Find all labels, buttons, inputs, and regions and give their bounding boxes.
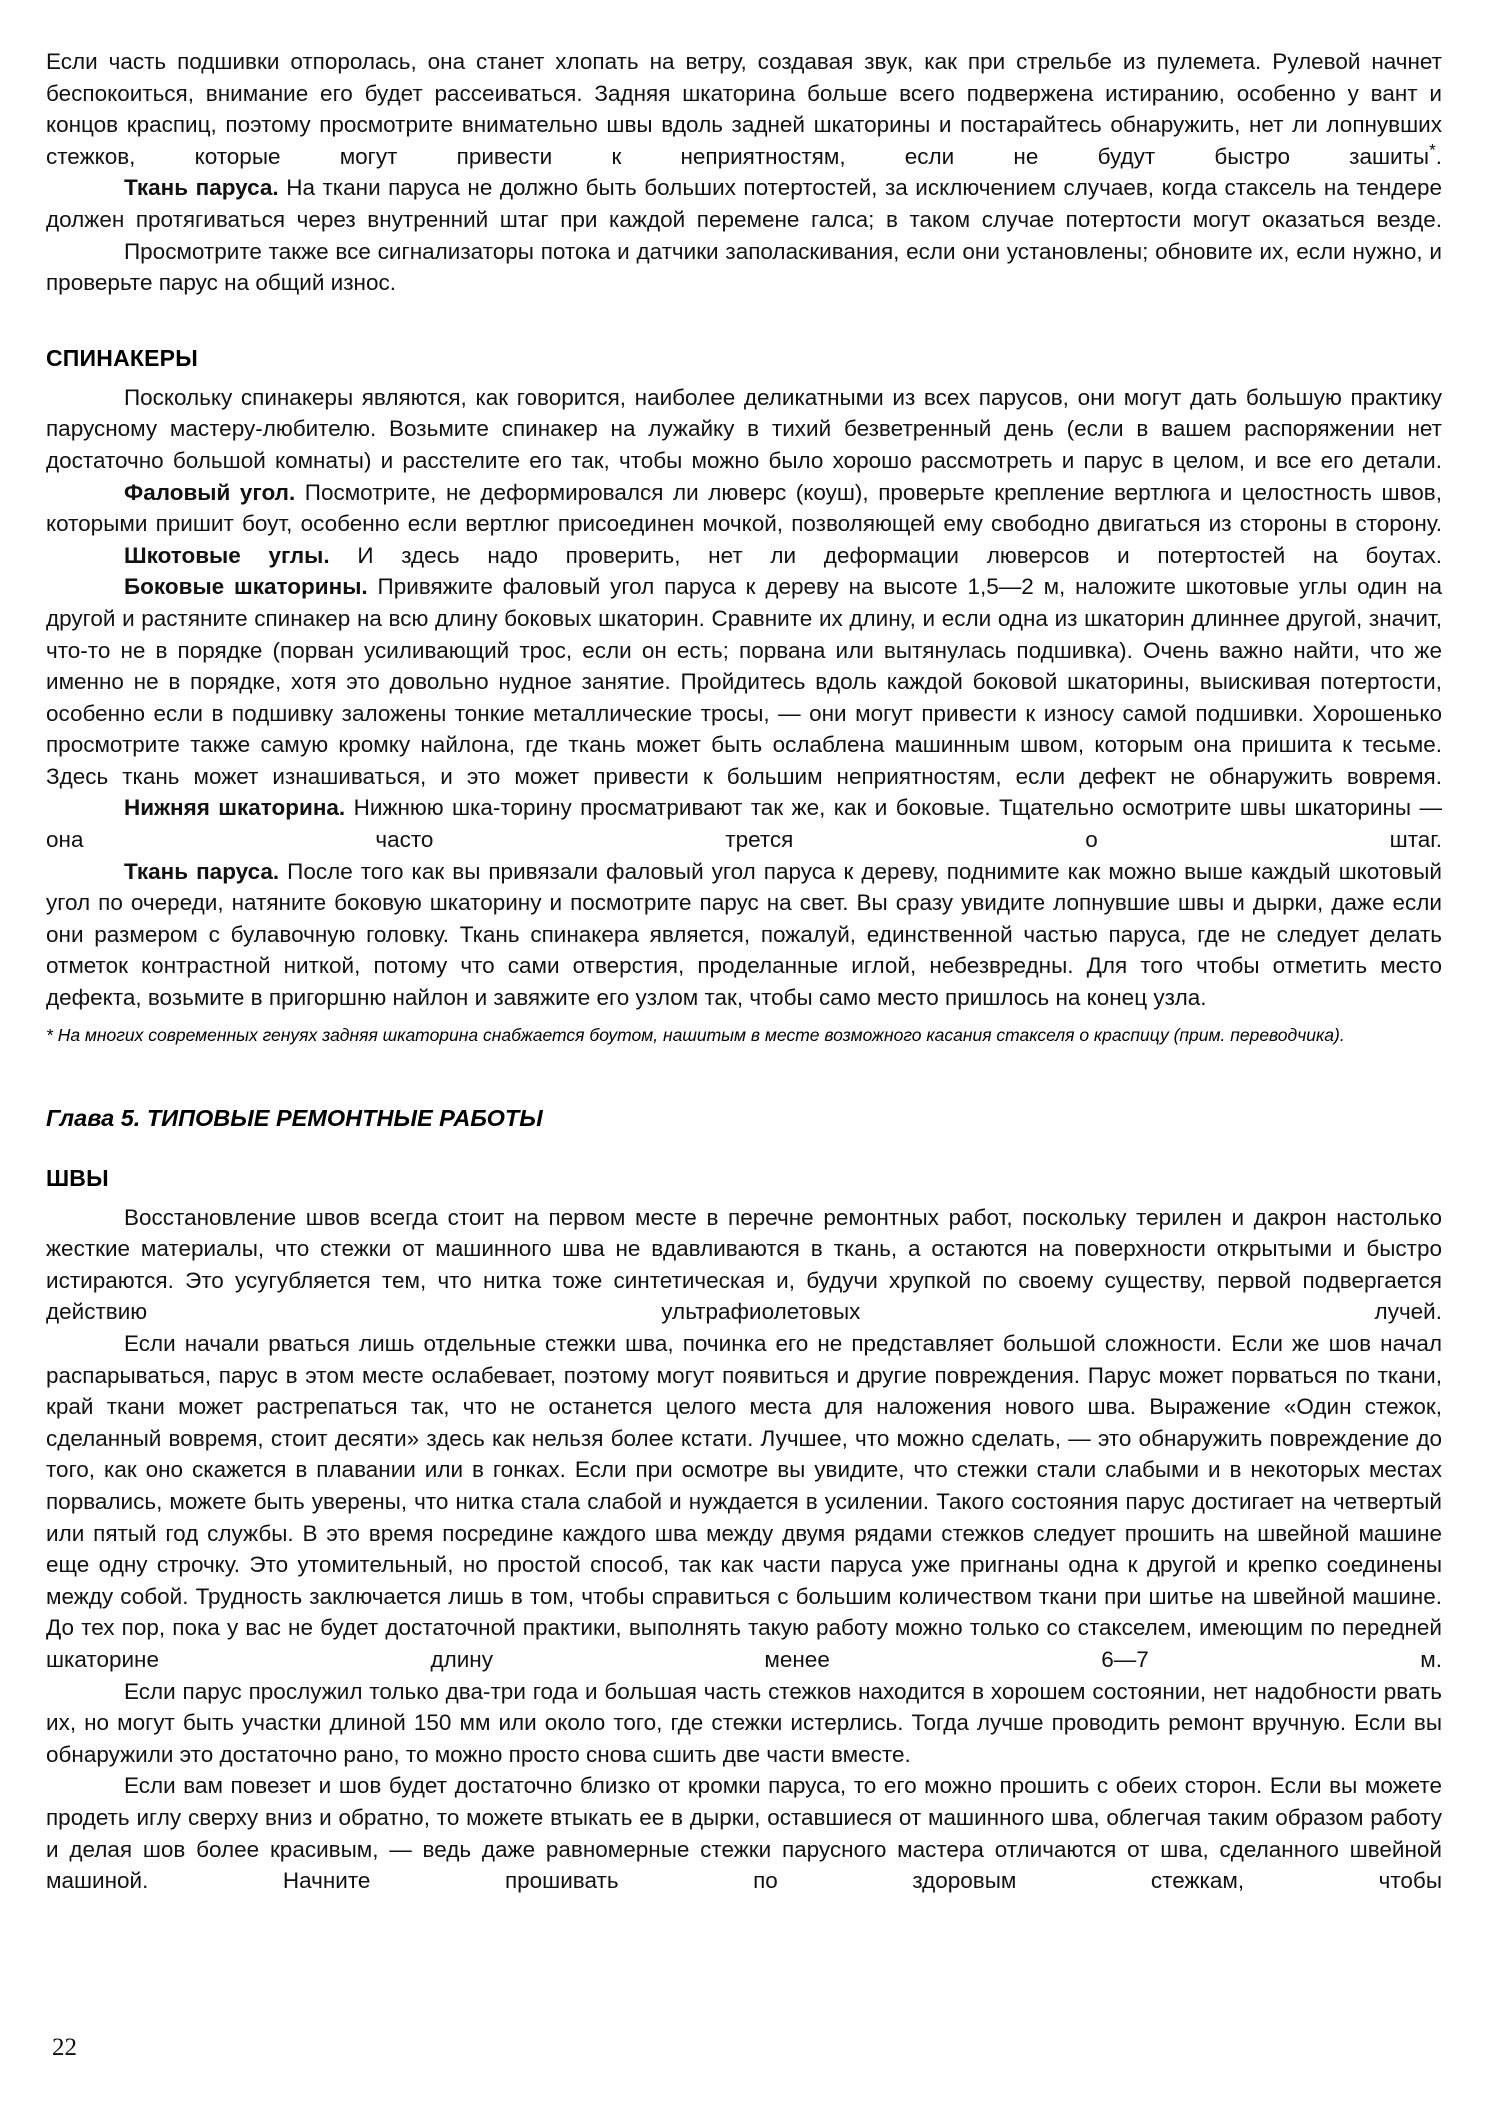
footnote-text: На многих современных генуях задняя шкаторина снабжается боутом, нашитым в месте возможного касания стакселя о краспицу (прим. переводчика). (57, 1024, 1345, 1045)
paragraph-flow-indicators (46, 236, 1442, 299)
paragraph-seams-1-text: Восстановление швов всегда стоит на первом месте в перечне ремонтных работ, поскольку терилен и дакрон настолько жесткие материалы, что стежки от машинного шва не вдавливаются в ткань, а остаются на поверхности открытыми и быстро истираются. Это усугубляется тем, что нитка тоже синтетическая и, будучи хрупкой по своему существу, первой подвергается действию ультрафиолетовых лучей. (46, 1204, 1442, 1325)
heading-chapter-5: Глава 5. ТИПОВЫЕ РЕМОНТНЫЕ РАБОТЫ (46, 1104, 543, 1131)
footnote-marker-inline: * (1429, 140, 1436, 160)
paragraph-seams-3 (46, 1676, 1442, 1771)
page-content-column (46, 46, 1442, 1897)
spacer-before-chapter-heading (46, 1047, 1442, 1103)
spacer-after-spinnakers-heading (46, 373, 1442, 382)
runin-lead-sail-cloth: Ткань паруса. (124, 175, 279, 201)
spacer-before-spinnakers-heading (46, 299, 1442, 343)
paragraph-seams-4 (46, 1770, 1442, 1896)
paragraph-seams-2-text: Если начали рваться лишь отдельные стежки шва, починка его не представляет большой сложности. Если же шов начал распарываться, парус в этом месте ослабевает, поэтому могут появиться и другие повреждения. Парус может порваться по ткани, край ткани может растрепаться так, что не останется целого места для наложения нового шва. Выражение «Один стежок, сделанный вовремя, стоит десяти» здесь как нельзя более кстати. Лучшее, что можно сделать, — это обнаружить повреждение до того, как оно скажется в плавании или в гонках. Если при осмотре вы увидите, что стежки стали слабыми и в некоторых местах порвались, можете быть уверены, что нитка стала слабой и нуждается в усилении. Такого состояния парус достигает на четвертый или пятый год службы. В это время посредине каждого шва между двумя рядами стежков следует прошить на швейной машине еще одну строчку. Это утомительный, но простой способ, так как части паруса уже пригнаны одна к другой и крепко соединены между собой. Трудность заключается лишь в том, чтобы справиться с большим количеством ткани при шитье на швейной машине. До тех пор, пока у вас не будет достаточной практики, выполнять такую работу можно только со стакселем, имеющим по передней шкаторине длину менее 6—7 м. (46, 1331, 1442, 1672)
paragraph-sail-cloth-first-text: На ткани паруса не должно быть больших потертостей, за исключением случаев, когда стаксель на тендере должен протягиваться через внутренний штаг при каждой перемене галса; в таком случае потертости могут оказаться везде. (46, 175, 1442, 232)
heading-seams: ШВЫ (46, 1164, 109, 1191)
spacer-after-chapter-heading (46, 1133, 1442, 1163)
paragraph-sail-cloth-second-text: После того как вы привязали фаловый угол паруса к дереву, поднимите как можно выше каждый шкотовый угол по очереди, натяните боковую шкаторину и посмотрите парус на свет. Вы сразу увидите лопнувшие швы и дырки, даже если они размером с булавочную головку. Ткань спинакера является, пожалуй, единственной частью паруса, где не следует делать отметок контрастной ниткой, потому что сами отверстия, проделанные иглой, небезвредны. Для того чтобы отметить место дефекта, возьмите в пригоршню найлон и завяжите его узлом так, чтобы само место пришлось на конец узла. (46, 858, 1442, 1011)
paragraph-foot-leech (46, 792, 1442, 855)
paragraph-head-angle (46, 477, 1442, 540)
paragraph-seams-2 (46, 1328, 1442, 1676)
paragraph-clew-angles-text: И здесь надо проверить, нет ли деформации люверсов и потертостей на боутах. (357, 542, 1443, 568)
runin-lead-sail-cloth-second: Ткань паруса. (124, 858, 280, 884)
paragraph-head-angle-text: Посмотрите, не деформировался ли люверс (коуш), проверьте крепление вертлюга и целостность швов, которыми пришит боут, особенно если вертлюг присоединен мочкой, позволяющей ему свободно двигаться из стороны в сторону. (46, 479, 1442, 537)
paragraph-seams-4-text: Если вам повезет и шов будет достаточно близко от кромки паруса, то его можно прошить с обеих сторон. Если вы можете продеть иглу сверху вниз и обратно, то можете втыкать ее в дырки, оставшиеся от машинного шва, облегчая таким образом работу и делая шов более красивым, — ведь даже равномерные стежки парусного мастера отличаются от шва, сделанного швейной машиной. Начните прошивать по здоровым стежкам, чтобы (46, 1773, 1442, 1894)
paragraph-sail-cloth-second (46, 856, 1442, 1014)
paragraph-spinnaker-intro (46, 382, 1442, 477)
runin-lead-side-leeches: Боковые шкаторины. (124, 574, 368, 600)
paragraph-hem-text: Если часть подшивки отпоролась, она станет хлопать на ветру, создавая звук, как при стрельбе из пулемета. Рулевой начнет беспокоиться, внимание его будет рассеиваться. Задняя шкаторина больше всего подвержена истиранию, особенно у вант и концов краспиц, поэтому просмотрите внимательно швы вдоль задней шкаторины и постарайтесь обнаружить, нет ли лопнувших стежков, которые могут привести к неприятностям, если не будут быстро зашиты (46, 49, 1442, 169)
spacer-after-seams-heading (46, 1193, 1442, 1202)
runin-lead-head-angle: Фаловый угол. (124, 479, 296, 505)
paragraph-flow-indicators-text: Просмотрите также все сигнализаторы потока и датчики заполаскивания, если они установлены; обновите их, если нужно, и проверьте парус на общий износ. (46, 238, 1442, 296)
spacer-before-footnote (46, 1014, 1442, 1023)
footnote (46, 1023, 1442, 1047)
runin-lead-foot-leech: Нижняя шкаторина. (124, 795, 346, 821)
heading-spinnakers: СПИНАКЕРЫ (46, 344, 198, 371)
page-number: 22 (52, 2034, 77, 2061)
paragraph-foot-leech-text: Нижнюю шка-торину просматривают так же, как и боковые. Тщательно осмотрите швы шкаторины — она часто трется о штаг. (46, 795, 1442, 853)
paragraph-clew-angles (46, 540, 1442, 572)
paragraph-side-leeches (46, 571, 1442, 792)
paragraph-sail-cloth-first (46, 172, 1442, 235)
paragraph-spinnaker-intro-text: Поскольку спинакеры являются, как говорится, наиболее деликатными из всех парусов, они могут дать большую практику парусному мастеру-любителю. Возьмите спинакер на лужайку в тихий безветренный день (если в вашем распоряжении нет достаточно большой комнаты) и расстелите его так, чтобы можно было хорошо рассмотреть и парус в целом, и все его детали. (46, 384, 1442, 473)
paragraph-hem: Если часть подшивки отпоролась, она станет хлопать на ветру, создавая звук, как при стрельбе из пулемета. Рулевой начнет беспокоиться, внимание его будет рассеиваться. Задняя шкаторина больше всего подвержена истиранию, особенно у вант и концов краспиц, поэтому просмотрите внимательно швы вдоль задней шкаторины и постарайтесь обнаружить, нет ли лопнувших стежков, которые могут привести к неприятностям, если не будут быстро зашиты*. (46, 49, 1442, 169)
footnote-marker: * (46, 1024, 53, 1045)
paragraph-seams-3-text: Если парус прослужил только два-три года и большая часть стежков находится в хорошем состоянии, нет надобности рвать их, но могут быть участки длиной 150 мм или около того, где стежки истерлись. Тогда лучше проводить ремонт вручную. Если вы обнаружили это достаточно рано, то можно просто снова сшить две части вместе. (46, 1678, 1442, 1767)
paragraph-seams-1 (46, 1202, 1442, 1328)
runin-lead-clew-angles: Шкотовые углы. (124, 542, 330, 568)
paragraph-side-leeches-text: Привяжите фаловый угол паруса к дереву на высоте 1,5—2 м, наложите шкотовые углы один на другой и растяните спинакер на всю длину боковых шкаторин. Сравните их длину, и если одна из шкаторин длиннее другой, значит, что-то не в порядке (порван усиливающий трос, если он есть; порвана или вытянулась подшивка). Очень важно найти, что же именно не в порядке, хотя это довольно нудное занятие. Пройдитесь вдоль каждой боковой шкаторины, выискивая потертости, особенно если в подшивку заложены тонкие металлические тросы, — они могут привести к износу самой подшивки. Хорошенько просмотрите также самую кромку найлона, где ткань может быть ослаблена машинным швом, которым она пришита к тесьме. Здесь ткань может изнашиваться, и это может привести к большим неприятностям, если дефект не обнаружить вовремя. (46, 574, 1443, 789)
